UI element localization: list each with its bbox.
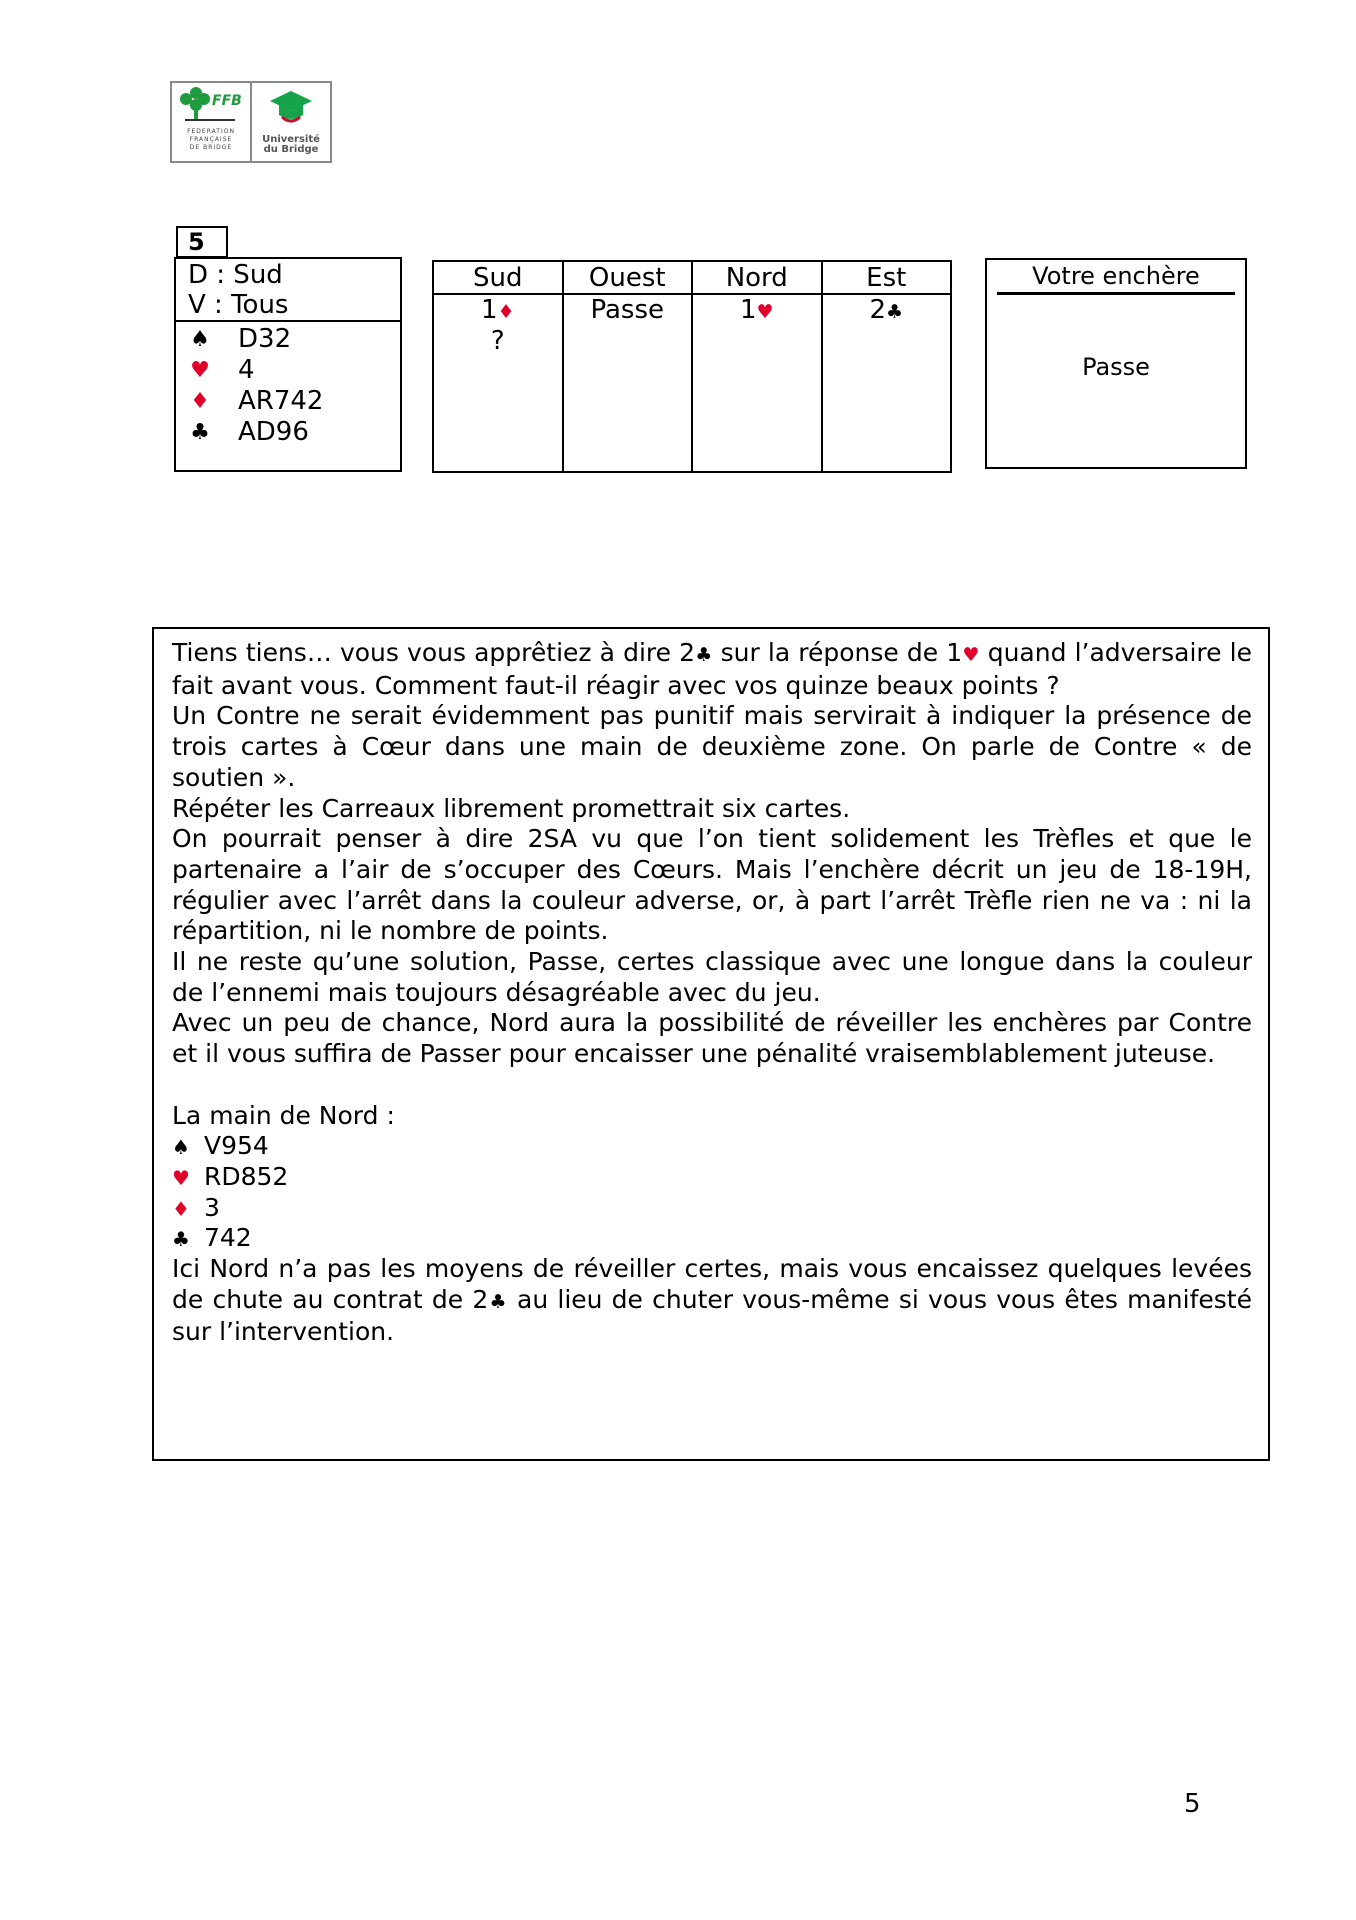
- diamond-cards: AR742: [238, 386, 324, 416]
- nord-spade-cards: V954: [204, 1131, 269, 1161]
- heart-icon: ♥: [172, 1165, 190, 1190]
- universite-line-2: du Bridge: [263, 144, 319, 155]
- diamond-icon: ♦: [172, 1196, 190, 1221]
- diamond-icon: ♦: [497, 301, 515, 323]
- bid-cell: [434, 295, 562, 326]
- vulnerability-label: V : Tous: [188, 290, 289, 320]
- bid-level: 1: [480, 295, 498, 325]
- page-number: 5: [1184, 1789, 1201, 1819]
- bid-cell: [693, 295, 821, 326]
- heart-icon: ♥: [756, 301, 774, 323]
- bid-column-nord: [691, 262, 821, 471]
- answer-divider: [997, 292, 1235, 295]
- graduation-cap-icon: [252, 83, 330, 133]
- club-icon: ♣: [695, 644, 713, 666]
- comment-paragraph-1: [172, 638, 1252, 701]
- heart-cards: 4: [238, 355, 255, 385]
- club-icon: ♣: [190, 420, 210, 445]
- dealer-label: D : Sud: [188, 260, 283, 290]
- nord-hand-diamonds: [172, 1193, 1252, 1224]
- club-cards: AD96: [238, 417, 309, 447]
- comment-paragraph-4: On pourrait penser à dire 2SA vu que l’on tient solidement les Trèfles et que le partenaire a l’air de s’occuper des Cœurs. Mais l’enchère décrit un jeu de 18-19H, régulier avec l’arrêt dans la couleur adverse, or, à part l’arrêt Trèfle rien ne va : ni la répartition, ni le nombre de points.: [172, 824, 1252, 946]
- bid-cell: [823, 295, 951, 326]
- bid-column-sud: [434, 262, 562, 471]
- hand-row-clubs: [176, 417, 400, 448]
- universite-line-1: Université: [262, 134, 320, 145]
- answer-value: Passe: [1082, 353, 1150, 381]
- bid-header-nord: Nord: [693, 262, 821, 295]
- comment-text: Tiens tiens… vous vous apprêtiez à dire 2: [172, 638, 696, 667]
- bid-level: 2: [869, 295, 886, 325]
- nord-club-cards: 742: [204, 1223, 252, 1253]
- ffb-text: FFB: [212, 93, 242, 109]
- ffb-logo: [172, 83, 250, 161]
- comment-paragraph-6: Avec un peu de chance, Nord aura la possibilité de réveiller les enchères par Contre et il vous suffira de Passer pour encaisser une pénalité vraisemblablement juteuse.: [172, 1008, 1252, 1069]
- answer-box: [985, 258, 1247, 469]
- bid-column-ouest: [562, 262, 692, 471]
- bid-header-sud: Sud: [434, 262, 562, 295]
- club-icon: ♣: [488, 1290, 508, 1313]
- board-number: 5: [176, 226, 228, 258]
- nord-diamond-cards: 3: [204, 1192, 220, 1222]
- federation-line-1: FEDERATION: [187, 128, 235, 135]
- hand-row-diamonds: [176, 386, 400, 417]
- federation-line-2: FRANÇAISE: [189, 136, 233, 143]
- federation-line-3: DE BRIDGE: [189, 144, 233, 151]
- bidding-table: [432, 260, 952, 473]
- bid-level: 1: [739, 295, 757, 325]
- logo: [170, 81, 332, 163]
- nord-hand-clubs: [172, 1223, 1252, 1254]
- club-icon: ♣: [886, 301, 904, 323]
- deal-box: [174, 257, 402, 472]
- comment-text: Ici Nord n’a pas les moyens de réveiller certes, mais vous encaissez quelques levées de chute au contrat de 2: [172, 1253, 1252, 1314]
- bid-cell: Passe: [590, 295, 665, 325]
- hand-row-hearts: [176, 355, 400, 386]
- hand-row-spades: [176, 324, 400, 355]
- heart-icon: ♥: [962, 644, 980, 666]
- spade-icon: ♠: [172, 1135, 190, 1160]
- comment-text: quand l’adversaire le fait avant vous. Comment faut-il réagir avec vos quinze beaux points ?: [172, 638, 1252, 700]
- spade-cards: D32: [238, 324, 292, 354]
- nord-hand-title: La main de Nord :: [172, 1100, 395, 1130]
- comment-paragraph-2: Un Contre ne serait évidemment pas punitif mais servirait à indiquer la présence de trois cartes à Cœur dans une main de deuxième zone. On parle de Contre « de soutien ».: [172, 701, 1252, 792]
- answer-label: Votre enchère: [1032, 262, 1200, 290]
- commentary-box: [152, 627, 1270, 1461]
- bid-header-ouest: Ouest: [564, 262, 692, 295]
- deal-info: [176, 259, 400, 322]
- comment-text: sur la réponse de 1: [712, 638, 963, 667]
- heart-icon: ♥: [190, 358, 210, 383]
- universite-logo: [250, 83, 330, 161]
- diamond-icon: ♦: [190, 389, 210, 414]
- nord-heart-cards: RD852: [204, 1161, 289, 1191]
- nord-hand-hearts: [172, 1162, 1252, 1193]
- nord-hand-spades: [172, 1131, 1252, 1162]
- comment-paragraph-3: Répéter les Carreaux librement promettrait six cartes.: [172, 793, 851, 823]
- spade-icon: ♠: [190, 327, 210, 352]
- comment-text: au lieu de chuter vous-même si vous vous êtes manifesté sur l’intervention.: [172, 1284, 1252, 1347]
- bid-cell: ?: [490, 326, 505, 356]
- bid-column-est: [821, 262, 951, 471]
- comment-paragraph-7: [172, 1254, 1252, 1348]
- bid-header-est: Est: [823, 262, 951, 295]
- comment-paragraph-5: Il ne reste qu’une solution, Passe, certes classique avec une longue dans la couleur de l’ennemi mais toujours désagréable avec du jeu.: [172, 947, 1252, 1007]
- club-icon: ♣: [172, 1227, 190, 1252]
